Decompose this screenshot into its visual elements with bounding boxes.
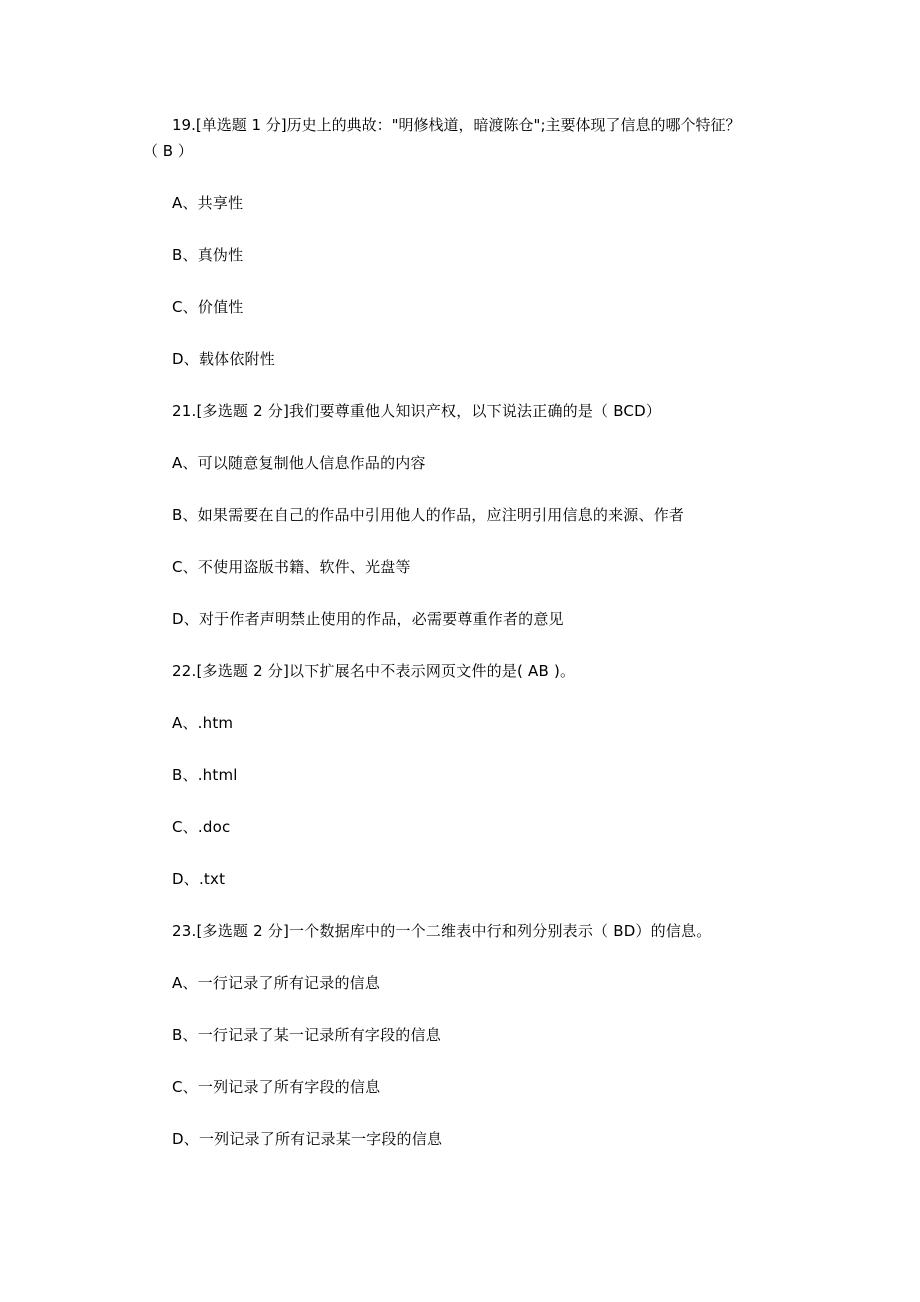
question-19-option-a: A、共享性 — [172, 194, 244, 212]
question-19-answer: （ B ） — [143, 142, 193, 160]
question-21-stem: 21.[多选题 2 分]我们要尊重他人知识产权，以下说法正确的是（ BCD） — [172, 402, 662, 420]
question-22-option-d: D、.txt — [172, 870, 226, 888]
question-19-option-b: B、真伪性 — [172, 246, 244, 264]
question-19-option-c: C、价值性 — [172, 298, 244, 316]
question-21-option-b: B、如果需要在自己的作品中引用他人的作品，应注明引用信息的来源、作者 — [172, 506, 685, 524]
question-23-option-c: C、一列记录了所有字段的信息 — [172, 1078, 381, 1096]
question-21-option-a: A、可以随意复制他人信息作品的内容 — [172, 454, 426, 472]
question-23-stem: 23.[多选题 2 分]一个数据库中的一个二维表中行和列分别表示（ BD）的信息。 — [172, 922, 712, 940]
question-22-stem: 22.[多选题 2 分]以下扩展名中不表示网页文件的是( AB )。 — [172, 662, 576, 680]
question-21-option-d: D、对于作者声明禁止使用的作品，必需要尊重作者的意见 — [172, 610, 564, 628]
question-19-stem: 19.[单选题 1 分]历史上的典故："明修栈道，暗渡陈仓";主要体现了信息的哪个特征？ — [172, 116, 741, 134]
question-23-option-b: B、一行记录了某一记录所有字段的信息 — [172, 1026, 441, 1044]
question-19-option-d: D、载体依附性 — [172, 350, 275, 368]
question-22-option-a: A、.htm — [172, 714, 234, 732]
question-23-option-a: A、一行记录了所有记录的信息 — [172, 974, 381, 992]
question-23-option-d: D、一列记录了所有记录某一字段的信息 — [172, 1130, 443, 1148]
question-22-option-b: B、.html — [172, 766, 238, 784]
question-22-option-c: C、.doc — [172, 818, 231, 836]
question-21-option-c: C、不使用盗版书籍、软件、光盘等 — [172, 558, 411, 576]
